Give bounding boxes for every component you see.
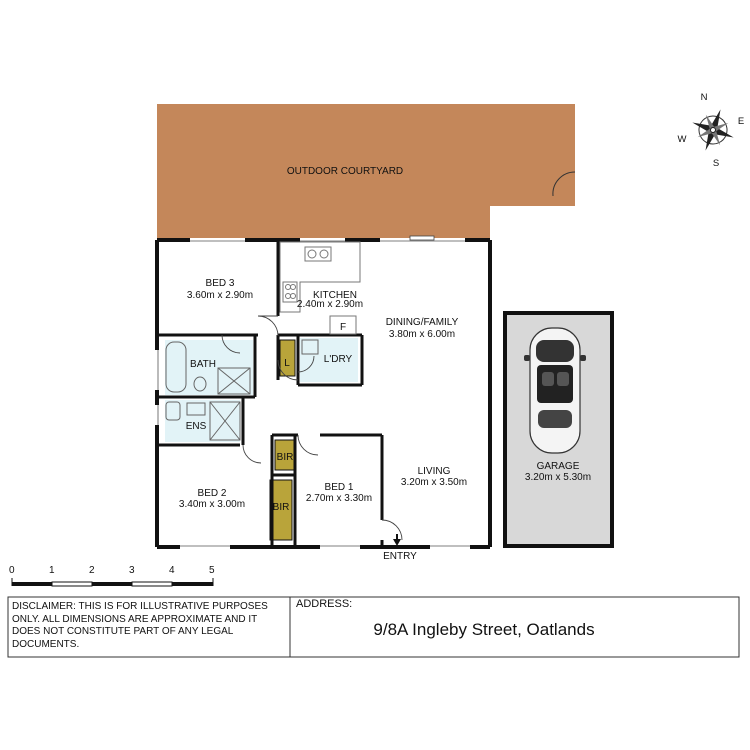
dining-size: 3.80m x 6.00m — [388, 329, 456, 340]
laundry-label: L'DRY — [323, 354, 353, 365]
ensuite-label: ENS — [185, 421, 207, 432]
courtyard-label: OUTDOOR COURTYARD — [286, 166, 404, 177]
compass-s: S — [712, 158, 720, 169]
fridge-label: F — [339, 322, 347, 333]
scale-bar — [12, 578, 213, 586]
dining-label: DINING/FAMILY — [385, 317, 459, 328]
bed2-label: BED 2 — [197, 488, 227, 499]
scale-tick-3: 3 — [129, 565, 135, 576]
bath-label: BATH — [190, 359, 216, 370]
address-label: ADDRESS: — [296, 598, 353, 610]
bed3-size: 3.60m x 2.90m — [186, 290, 254, 301]
bed2-size: 3.40m x 3.00m — [178, 499, 246, 510]
kitchen-bench — [280, 242, 360, 334]
bed1-size: 2.70m x 3.30m — [305, 493, 373, 504]
address-value: 9/8A Ingleby Street, Oatlands — [373, 620, 595, 639]
scale-tick-1: 1 — [49, 565, 55, 576]
compass-e: E — [737, 116, 745, 127]
garage-label: GARAGE — [536, 461, 580, 472]
bir1-label: BIR — [276, 452, 294, 463]
compass-w: W — [677, 134, 687, 145]
living-label: LIVING — [417, 466, 451, 477]
bed3-label: BED 3 — [205, 278, 235, 289]
entry-label: ENTRY — [383, 551, 417, 562]
linen-label: L — [284, 358, 290, 369]
scale-tick-2: 2 — [89, 565, 95, 576]
car-icon — [524, 328, 586, 453]
entry-arrow — [393, 534, 401, 546]
scale-tick-0: 0 — [9, 565, 15, 576]
sliding-door — [410, 236, 434, 240]
compass-n: N — [700, 92, 708, 103]
bir2-label: BIR — [272, 502, 290, 513]
kitchen-size: 2.40m x 2.90m — [296, 299, 364, 310]
scale-tick-4: 4 — [169, 565, 175, 576]
disclaimer-text: DISCLAIMER: THIS IS FOR ILLUSTRATIVE PURPOSES ONLY. ALL DIMENSIONS ARE APPROXIMATE AND IT DOES NOT CONSTITUTE PART OF ANY LEGAL DOCUMENTS. — [12, 601, 268, 650]
compass-icon — [685, 102, 741, 158]
living-size: 3.20m x 3.50m — [400, 477, 468, 488]
kitchen-label: KITCHEN — [313, 290, 357, 301]
bed1-label: BED 1 — [324, 482, 354, 493]
scale-tick-5: 5 — [209, 565, 215, 576]
garage-size: 3.20m x 5.30m — [524, 472, 592, 483]
